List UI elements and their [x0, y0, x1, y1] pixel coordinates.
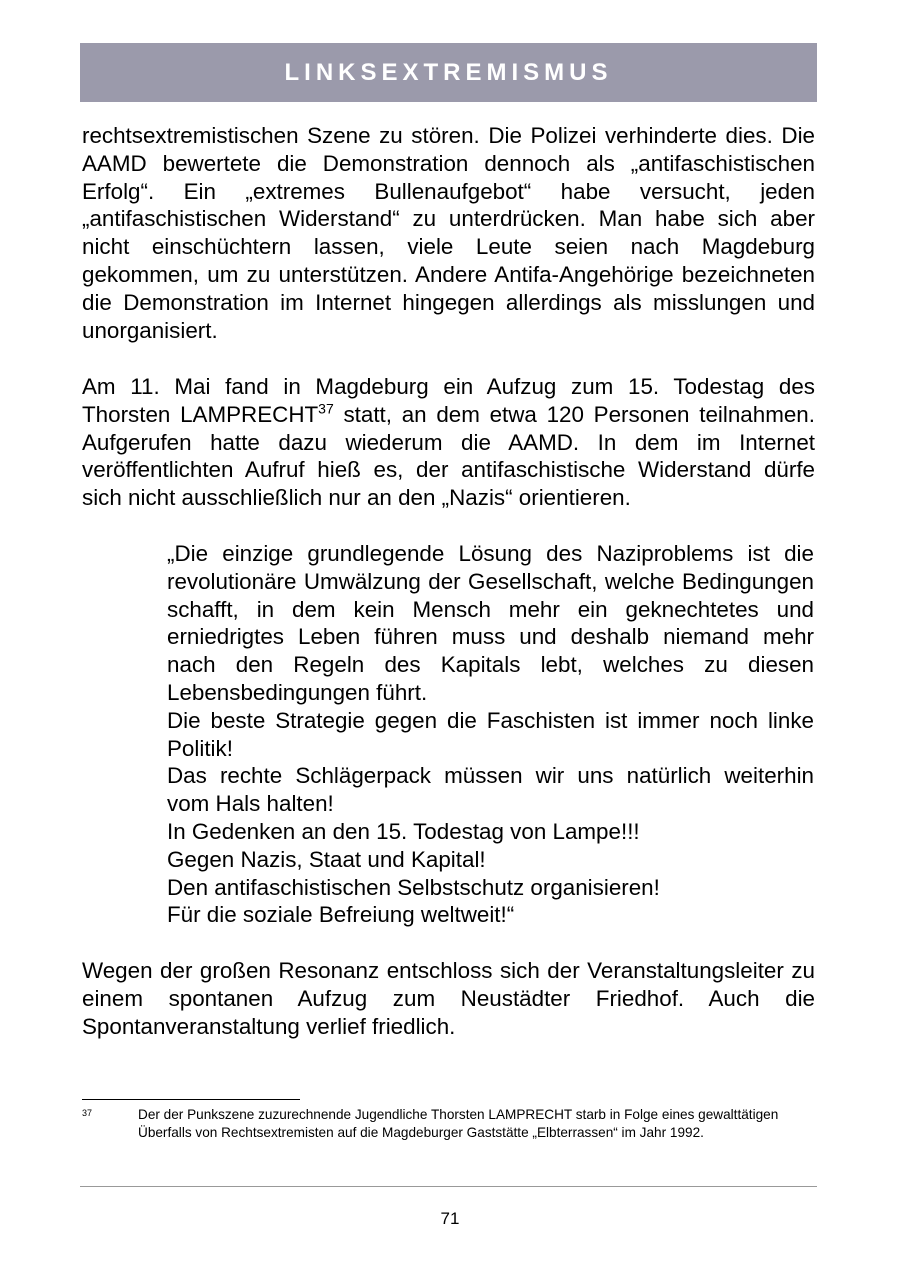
- quote-line: In Gedenken an den 15. Todestag von Lampe!!!: [167, 818, 640, 844]
- chapter-title: LINKSEXTREMISMUS: [284, 58, 613, 86]
- paragraph-2-text-start: Am 11. Mai fand in Magdeburg ein Aufzug zum 15. Todestag des Thorsten LAMPRECHT: [82, 374, 815, 427]
- quote-line: Gegen Nazis, Staat und Kapital!: [167, 846, 486, 872]
- paragraph-2-text-end: statt, an dem etwa 120 Personen teilnahmen. Aufgerufen hatte dazu wiederum die AAMD. In dem im Internet veröffentlichten Aufruf hieß es, der antifaschistische Widerstand dürfe sich nicht ausschließlich nur an den „Nazis“ orientieren.: [82, 401, 815, 511]
- footnote-reference[interactable]: 37: [318, 400, 334, 417]
- footnote: [82, 1106, 815, 1142]
- quote-line: Für die soziale Befreiung weltweit!“: [167, 902, 515, 928]
- footer-divider: [80, 1186, 817, 1187]
- quote-line: Den antifaschistischen Selbstschutz organisieren!: [167, 874, 660, 900]
- block-quote: [167, 540, 814, 929]
- page-number: 71: [440, 1209, 460, 1228]
- body-paragraph-3: Wegen der großen Resonanz entschloss sich der Veranstaltungsleiter zu einem spontanen Aufzug zum Neustädter Friedhof. Auch die Spontanveranstaltung verlief friedlich.: [82, 958, 815, 1039]
- footnote-text: Der der Punkszene zuzurechnende Jugendliche Thorsten LAMPRECHT starb in Folge eines gewalttätigen Überfalls von Rechtsextremisten auf die Magdeburger Gaststätte „Elbterrassen“ im Jahr 1992.: [138, 1107, 779, 1140]
- body-paragraph-1: rechtsextremistischen Szene zu stören. Die Polizei verhinderte dies. Die AAMD bewertete die Demonstration dennoch als „antifaschistischen Erfolg“. Ein „extremes Bullenaufgebot“ habe versucht, jeden „antifaschistischen Widerstand“ zu unterdrücken. Man habe sich aber nicht einschüchtern lassen, viele Leute seien nach Magdeburg gekommen, um zu unterstützen. Andere Antifa-Angehörige bezeichneten die Demonstration im Internet hingegen allerdings als misslungen und unorganisiert.: [82, 123, 815, 343]
- quote-line: Die beste Strategie gegen die Faschisten ist immer noch linke Politik!: [167, 707, 814, 761]
- footnote-number: 37: [82, 1108, 93, 1118]
- chapter-header-bar: [80, 43, 817, 102]
- body-paragraph-2: [82, 373, 815, 512]
- footnote-separator: [82, 1099, 300, 1100]
- quote-line: „Die einzige grundlegende Lösung des Naziproblems ist die revolutionäre Umwälzung der Gesellschaft, welche Bedingungen schafft, in dem kein Mensch mehr ein geknechtetes und erniedrigtes Leben führen muss und deshalb niemand mehr nach den Regeln des Kapitals lebt, welches zu diesen Lebensbedingungen führt.: [167, 541, 814, 705]
- quote-line: Das rechte Schlägerpack müssen wir uns natürlich weiterhin vom Hals halten!: [167, 763, 814, 817]
